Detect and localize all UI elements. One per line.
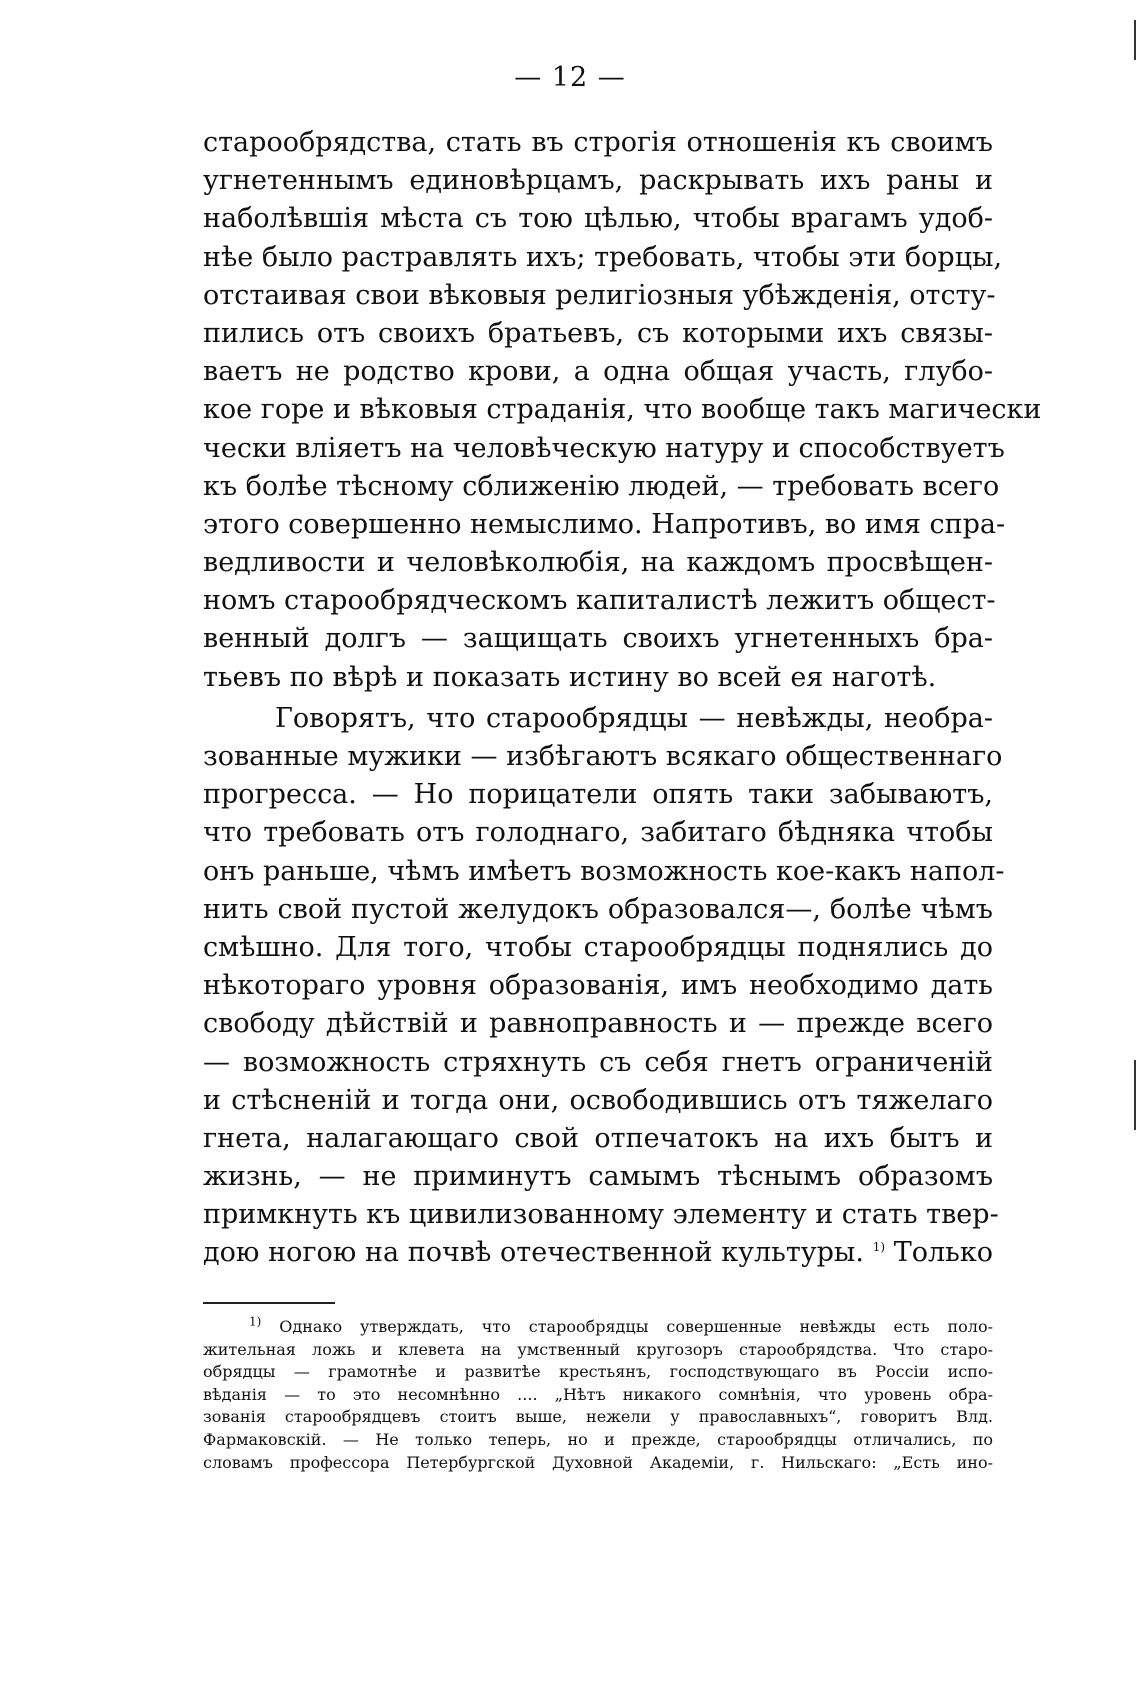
text-line: ведливости и человѣколюбія, на каждомъ просвѣщен- [203, 547, 993, 579]
footnote-line: словамъ профессора Петербургской Духовной Академіи, г. Нильскаго: „Есть ино- [203, 1452, 993, 1472]
text-line: номъ старообрядческомъ капиталистѣ лежитъ общест- [203, 585, 996, 617]
text-line: прогресса. — Но порицатели опять таки забываютъ, [203, 779, 993, 811]
text-line: нѣкотораго уровня образованія, имъ необходимо дать [203, 970, 993, 1002]
text-line: старообрядства, стать въ строгія отношенія къ своимъ [203, 127, 993, 158]
text-line: нѣе было растравлять ихъ; требовать, чтобы эти борцы, [203, 241, 1003, 273]
last-word: Только [893, 1237, 993, 1269]
footnote [203, 1316, 993, 1474]
text-line: и стѣсненій и тогда они, освободившись отъ тяжелаго [203, 1084, 993, 1116]
footnote-line [203, 1316, 993, 1339]
footnote-divider [203, 1302, 335, 1304]
text-line: пились отъ своихъ братьевъ, съ которыми ихъ связы- [203, 317, 993, 349]
footnote-line: зованія старообрядцевъ стоитъ выше, нежели у православныхъ“, говоритъ Влд. [203, 1407, 993, 1427]
text-line: тьевъ по вѣрѣ и показать истину во всей ея наготѣ. [203, 661, 937, 693]
footnote-line: жительная ложь и клевета на умственный кругозоръ старообрядства. Что старо- [203, 1339, 993, 1359]
text-line: отстаивая свои вѣковыя религіозныя убѣжденія, отсту- [203, 279, 996, 311]
text-line: онъ раньше, чѣмъ имѣетъ возможность кое-какъ напол- [203, 855, 1005, 887]
text-line: свободу дѣйствій и равноправность и — прежде всего [203, 1008, 993, 1040]
text-line: венный долгъ — защищать своихъ угнетенныхъ бра- [203, 623, 993, 655]
text-line: нить свой пустой желудокъ образовался—, болѣе чѣмъ [203, 893, 993, 925]
footnote-line: Фармаковскій. — Не только теперь, но и прежде, старообрядцы отличались, по [203, 1429, 993, 1449]
text-line: — возможность стряхнуть съ себя гнетъ ограниченій [203, 1046, 993, 1078]
footnote-line: вѣданія — то это несомнѣнно .... „Нѣтъ никакого сомнѣнія, что уровень обра- [203, 1384, 993, 1404]
scan-edge-mark [1134, 1060, 1136, 1130]
body-text [203, 124, 1042, 1273]
text-line: примкнуть къ цивилизованному элементу и стать твер- [203, 1199, 999, 1231]
text-line: зованные мужики — избѣгаютъ всякаго общественнаго [203, 741, 1003, 772]
text-line: этого совершенно немыслимо. Напротивъ, во имя спра- [203, 508, 1006, 540]
footnote-reference: 1) [872, 1240, 886, 1255]
text-line: кое горе и вѣковыя страданія, что вообще такъ магически [203, 394, 1042, 426]
text-line: смѣшно. Для того, чтобы старообрядцы поднялись до [203, 931, 993, 963]
text-line: ваетъ не родство крови, а одна общая участь, глубо- [203, 356, 993, 388]
text-line: гнета, налагающаго свой отпечатокъ на ихъ бытъ и [203, 1122, 993, 1154]
text-line: Говорятъ, что старообрядцы — невѣжды, необра- [275, 702, 993, 734]
footnote-line-content: Однако утверждать, что старообрядцы совершенные невѣжды есть поло- [279, 1317, 993, 1336]
text-line: угнетеннымъ единовѣрцамъ, раскрывать ихъ раны и [203, 165, 993, 197]
scan-edge-mark [1134, 20, 1136, 60]
text-line: жизнь, — не приминутъ самымъ тѣснымъ образомъ [203, 1161, 993, 1193]
text-line: къ болѣе тѣсному сближенію людей, — требовать всего [203, 470, 1000, 502]
footnote-line: обрядцы — грамотнѣе и развитѣе крестьянъ, господствующаго въ Россіи испо- [203, 1362, 993, 1382]
footnote-marker: 1) [249, 1314, 262, 1329]
text-line: наболѣвшія мѣста съ тою цѣлью, чтобы врагамъ удоб- [203, 203, 993, 235]
text-line: чески вліяетъ на человѣческую натуру и способствуетъ [203, 432, 1005, 464]
text-line-content: дою ногою на почвѣ отечественной культуры. [203, 1237, 864, 1269]
page-number: — 12 — [514, 62, 626, 93]
text-line: что требовать отъ голоднаго, забитаго бѣдняка чтобы [203, 817, 993, 849]
text-line [203, 1234, 993, 1272]
